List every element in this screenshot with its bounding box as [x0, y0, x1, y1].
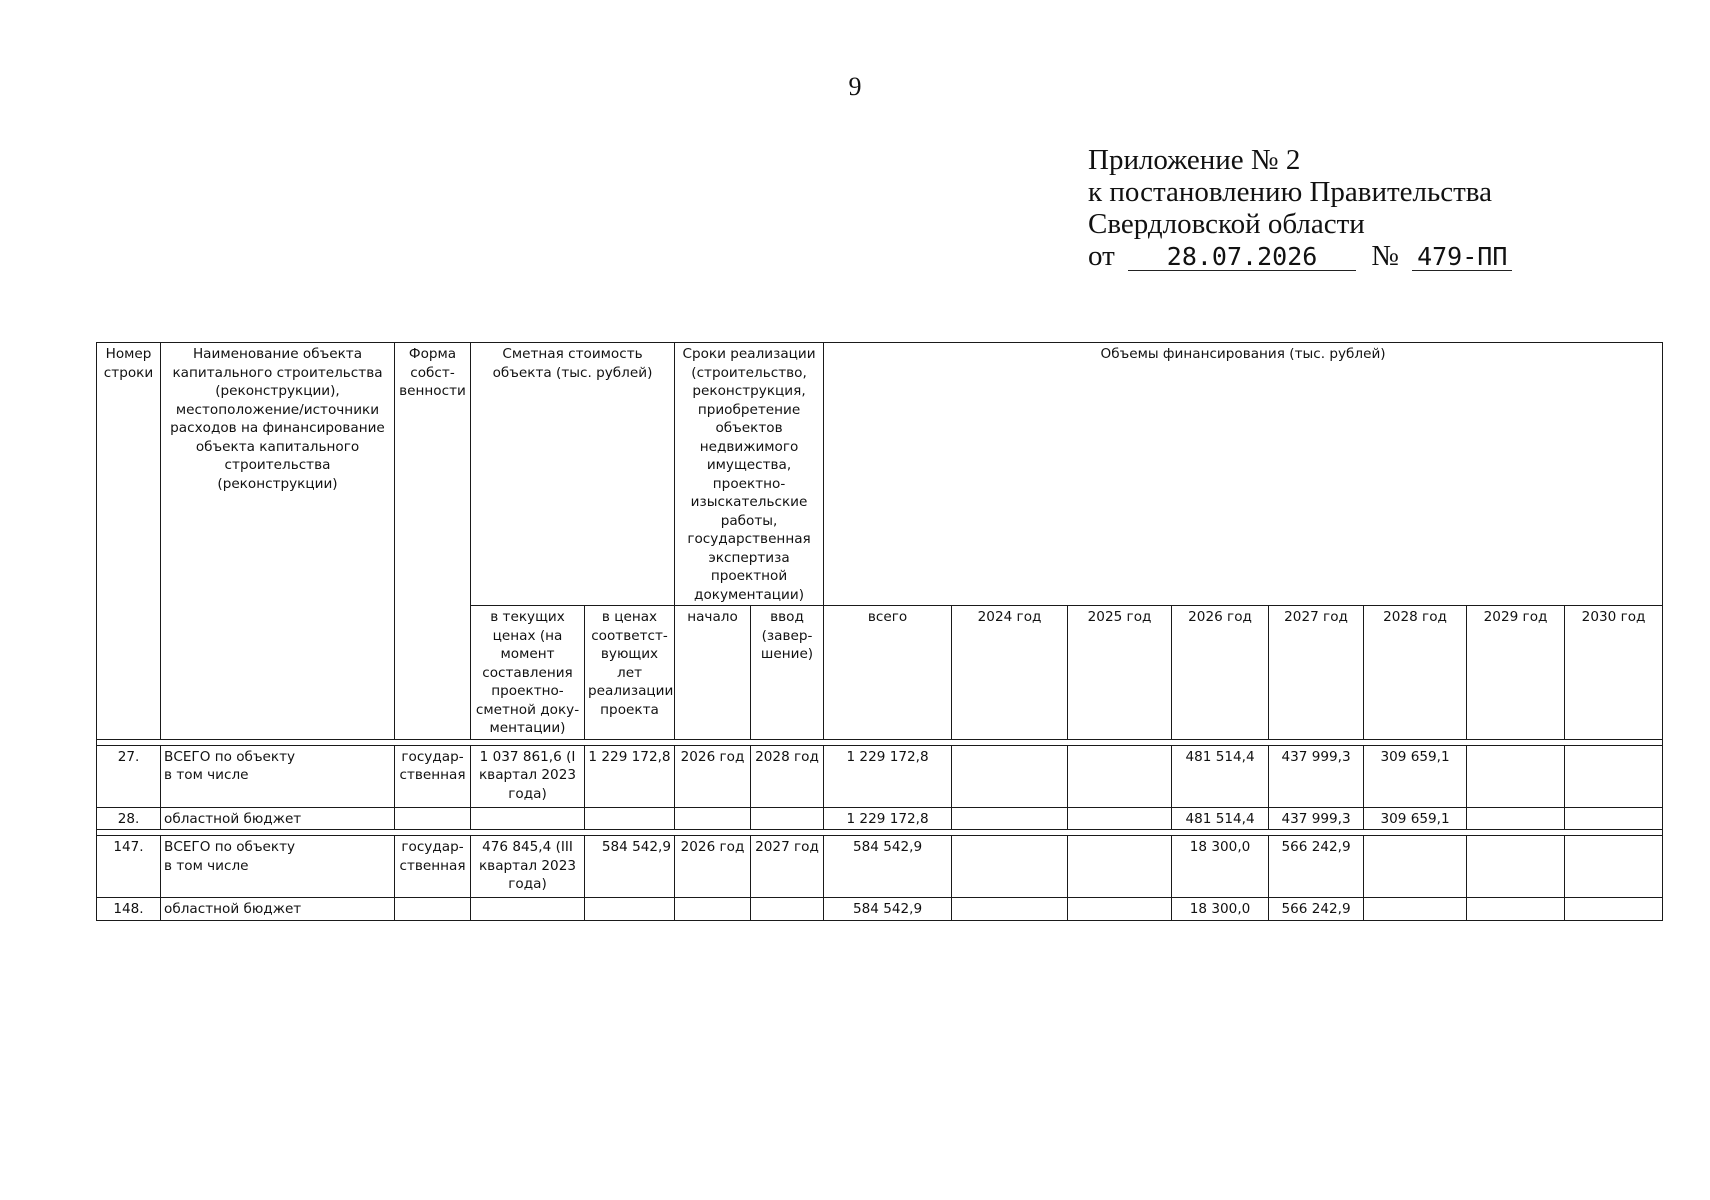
y2030-cell [1565, 836, 1663, 898]
object-name: ВСЕГО по объекту [164, 748, 296, 765]
header-row-number: Номер строки [97, 343, 161, 740]
ownership-cell: государ-ственная [395, 745, 471, 807]
y2028-cell: 309 659,1 [1364, 807, 1467, 830]
finish-cell [751, 807, 824, 830]
y2028-cell: 309 659,1 [1364, 745, 1467, 807]
table-row [97, 898, 1663, 921]
y2029-cell [1467, 836, 1565, 898]
y2027-cell: 566 242,9 [1269, 898, 1364, 921]
start-cell: 2026 год [675, 836, 751, 898]
y2025-cell [1068, 836, 1172, 898]
header-estimated-cost: Сметная стоимость объекта (тыс. рублей) [471, 343, 675, 606]
y2026-cell: 18 300,0 [1172, 836, 1269, 898]
object-name-cell [161, 745, 395, 807]
header-year-2025: 2025 год [1068, 606, 1172, 740]
appendix-region: Свердловской области [1088, 208, 1365, 240]
object-name-note: в том числе [164, 857, 249, 874]
object-name-cell [161, 836, 395, 898]
header-cost-current: в текущих ценах (на момент составления проектно-сметной доку-ментации) [471, 606, 585, 740]
total-cell: 1 229 172,8 [824, 745, 952, 807]
y2025-cell [1068, 745, 1172, 807]
cost-years-cell [585, 807, 675, 830]
header-terms: Сроки реализации (строительство, реконструкция, приобретение объектов недвижимого имущества, проектно-изыскательские работы, государственная экспертиза проектной документации) [675, 343, 824, 606]
header-year-2027: 2027 год [1269, 606, 1364, 740]
ownership-cell: государ-ственная [395, 836, 471, 898]
cost-current-cell: 1 037 861,6 (I квартал 2023 года) [471, 745, 585, 807]
number-label: № [1371, 240, 1399, 272]
row-number: 147. [97, 836, 161, 898]
header-year-2026: 2026 год [1172, 606, 1269, 740]
header-year-2029: 2029 год [1467, 606, 1565, 740]
resolution-date: 28.07.2026 [1128, 244, 1356, 271]
financing-table [96, 342, 1663, 921]
header-row [97, 343, 1663, 606]
appendix-header [1088, 144, 1688, 272]
y2024-cell [952, 898, 1068, 921]
header-year-2028: 2028 год [1364, 606, 1467, 740]
cost-current-cell [471, 898, 585, 921]
y2027-cell: 437 999,3 [1269, 745, 1364, 807]
y2028-cell [1364, 898, 1467, 921]
total-cell: 1 229 172,8 [824, 807, 952, 830]
y2029-cell [1467, 807, 1565, 830]
resolution-number: 479-ПП [1412, 244, 1512, 271]
header-year-2024: 2024 год [952, 606, 1068, 740]
row-number: 28. [97, 807, 161, 830]
y2026-cell: 481 514,4 [1172, 745, 1269, 807]
y2028-cell [1364, 836, 1467, 898]
y2024-cell [952, 836, 1068, 898]
row-number: 27. [97, 745, 161, 807]
object-name: областной бюджет [161, 898, 395, 921]
y2024-cell [952, 807, 1068, 830]
y2026-cell: 18 300,0 [1172, 898, 1269, 921]
y2030-cell [1565, 807, 1663, 830]
y2025-cell [1068, 898, 1172, 921]
header-object-name: Наименование объекта капитального строительства (реконструкции), местоположение/источники расходов на финансирование объекта капитального строительства (реконструкции) [161, 343, 395, 740]
appendix-title: Приложение № 2 [1088, 144, 1301, 176]
header-year-2030: 2030 год [1565, 606, 1663, 740]
from-label: от [1088, 240, 1115, 272]
object-name: областной бюджет [161, 807, 395, 830]
header-ownership: Форма собст-венности [395, 343, 471, 740]
y2025-cell [1068, 807, 1172, 830]
page-number: 9 [848, 72, 862, 101]
y2029-cell [1467, 898, 1565, 921]
cost-years-cell: 584 542,9 [585, 836, 675, 898]
cost-current-cell: 476 845,4 (III квартал 2023 года) [471, 836, 585, 898]
start-cell: 2026 год [675, 745, 751, 807]
cost-current-cell [471, 807, 585, 830]
row-number: 148. [97, 898, 161, 921]
finish-cell [751, 898, 824, 921]
finish-cell: 2028 год [751, 745, 824, 807]
header-finish: ввод (завер-шение) [751, 606, 824, 740]
appendix-date-line [1088, 240, 1688, 272]
header-financing: Объемы финансирования (тыс. рублей) [824, 343, 1663, 606]
header-start: начало [675, 606, 751, 740]
total-cell: 584 542,9 [824, 836, 952, 898]
y2030-cell [1565, 898, 1663, 921]
header-cost-years: в ценах соответст-вующих лет реализации проекта [585, 606, 675, 740]
start-cell [675, 898, 751, 921]
y2029-cell [1467, 745, 1565, 807]
appendix-resolution: к постановлению Правительства [1088, 176, 1492, 208]
object-name: ВСЕГО по объекту [164, 839, 296, 855]
y2024-cell [952, 745, 1068, 807]
table-row [97, 836, 1663, 898]
finish-cell: 2027 год [751, 836, 824, 898]
y2030-cell [1565, 745, 1663, 807]
object-name-note: в том числе [164, 767, 249, 783]
total-cell: 584 542,9 [824, 898, 952, 921]
table-row [97, 745, 1663, 807]
ownership-cell [395, 898, 471, 921]
cost-years-cell: 1 229 172,8 [585, 745, 675, 807]
table-row [97, 807, 1663, 830]
header-total: всего [824, 606, 952, 740]
y2027-cell: 566 242,9 [1269, 836, 1364, 898]
ownership-cell [395, 807, 471, 830]
y2027-cell: 437 999,3 [1269, 807, 1364, 830]
y2026-cell: 481 514,4 [1172, 807, 1269, 830]
cost-years-cell [585, 898, 675, 921]
start-cell [675, 807, 751, 830]
